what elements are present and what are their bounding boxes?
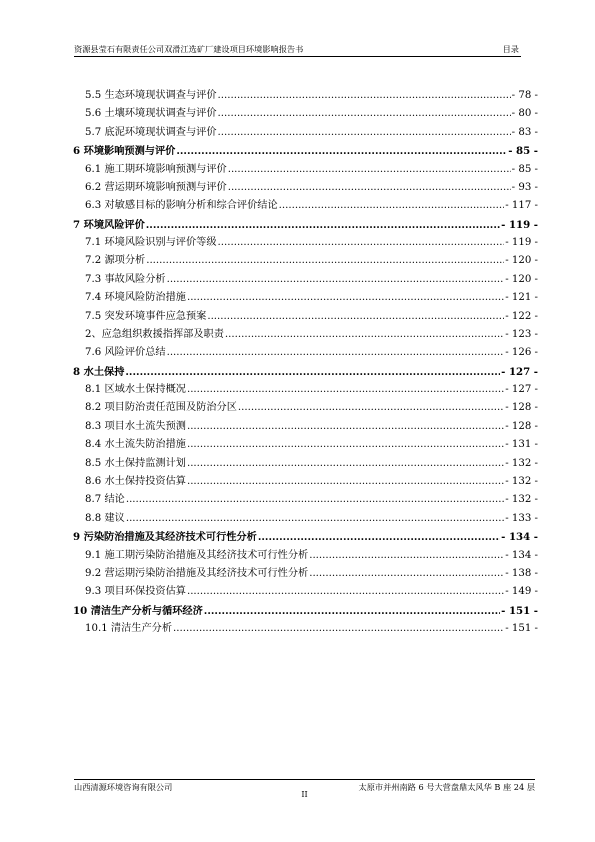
toc-entry[interactable] bbox=[85, 272, 538, 288]
toc-entry-title: 2、应急组织救援指挥部及职责 bbox=[85, 328, 224, 340]
toc-entry-title: 7.1 环境风险识别与评价等级 bbox=[85, 237, 217, 249]
toc-entry-title: 6.3 对敏感目标的影响分析和综合评价结论 bbox=[85, 200, 278, 212]
toc-entry-page: - 151 - bbox=[505, 623, 538, 635]
toc-dot-leader bbox=[218, 125, 511, 141]
toc-dot-leader bbox=[187, 456, 504, 472]
toc-dot-leader bbox=[238, 400, 504, 416]
toc-entry-page: - 117 - bbox=[505, 200, 538, 212]
toc-dot-leader bbox=[225, 327, 504, 343]
toc-dot-leader bbox=[187, 474, 504, 490]
toc-dot-leader bbox=[258, 529, 500, 545]
toc-entry-title: 7.4 环境风险防治措施 bbox=[85, 292, 186, 304]
toc-entry-title: 6.2 营运期环境影响预测与评价 bbox=[85, 181, 227, 193]
toc-entry[interactable] bbox=[85, 456, 538, 472]
header-title: 资源县莹石有限责任公司双滑江选矿厂建设项目环境影响报告书 bbox=[74, 44, 304, 54]
toc-entry[interactable] bbox=[85, 566, 538, 582]
toc-entry-title: 9.2 营运期污染防治措施及其经济技术可行性分析 bbox=[85, 567, 309, 579]
header-section: 目录 bbox=[502, 44, 519, 54]
toc-entry-title: 8.2 项目防治责任范围及防治分区 bbox=[85, 402, 237, 414]
toc-entry-title: 8.3 项目水土流失预测 bbox=[85, 420, 186, 432]
footer-address: 太原市并州南路 6 号大营盘鼎太风华 B 座 24 层 bbox=[358, 782, 535, 792]
toc-entry-page: - 85 - bbox=[508, 145, 538, 158]
toc-entry[interactable] bbox=[85, 198, 538, 214]
toc-entry[interactable] bbox=[85, 235, 538, 251]
toc-entry-page: - 126 - bbox=[505, 347, 538, 359]
toc-entry-title: 5.5 生态环境现状调查与评价 bbox=[85, 90, 217, 101]
toc-dot-leader bbox=[207, 309, 504, 325]
toc-entry-page: - 132 - bbox=[505, 475, 538, 487]
toc-dot-leader bbox=[187, 584, 504, 600]
page-footer bbox=[74, 779, 535, 810]
toc-entry-page: - 121 - bbox=[505, 292, 538, 304]
toc-entry[interactable] bbox=[73, 143, 538, 159]
toc-entry-page: - 149 - bbox=[505, 586, 538, 598]
toc-entry[interactable] bbox=[85, 382, 538, 398]
toc-entry-page: - 132 - bbox=[505, 457, 538, 469]
toc-entry-page: - 128 - bbox=[505, 402, 538, 414]
toc-entry-title: 8.4 水土流失防治措施 bbox=[85, 439, 186, 451]
toc-entry[interactable] bbox=[85, 88, 538, 104]
toc-entry[interactable] bbox=[85, 621, 538, 637]
toc-entry[interactable] bbox=[85, 584, 538, 600]
toc-entry-title: 9 污染防治措施及其经济技术可行性分析 bbox=[73, 531, 257, 544]
toc-entry-title: 10 清洁生产分析与循环经济 bbox=[73, 604, 203, 617]
toc-entry[interactable] bbox=[85, 125, 538, 141]
toc-entry-title: 7.3 事故风险分析 bbox=[85, 273, 166, 285]
toc-entry-page: - 133 - bbox=[505, 512, 538, 524]
toc-entry-title: 8.8 建议 bbox=[85, 512, 125, 524]
toc-entry[interactable] bbox=[73, 217, 538, 233]
toc-entry[interactable] bbox=[85, 253, 538, 269]
toc-dot-leader bbox=[309, 566, 504, 582]
toc-entry-title: 9.3 项目环保投资估算 bbox=[85, 586, 186, 598]
toc-entry[interactable] bbox=[73, 529, 538, 545]
toc-entry-title: 9.1 施工期污染防治措施及其经济技术可行性分析 bbox=[85, 549, 309, 561]
toc-dot-leader bbox=[176, 143, 507, 159]
toc-entry-page: - 83 - bbox=[511, 126, 538, 138]
toc-entry-page: - 138 - bbox=[505, 567, 538, 579]
toc-dot-leader bbox=[204, 603, 500, 619]
toc-entry-page: - 80 - bbox=[511, 108, 538, 120]
toc-dot-leader bbox=[279, 198, 505, 214]
toc-dot-leader bbox=[125, 364, 500, 380]
toc-dot-leader bbox=[228, 162, 511, 178]
page-header bbox=[74, 42, 521, 57]
toc-dot-leader bbox=[187, 382, 504, 398]
toc-dot-leader bbox=[228, 180, 511, 196]
toc-dot-leader bbox=[218, 88, 511, 104]
toc-dot-leader bbox=[167, 345, 505, 361]
toc-entry-title: 7.5 突发环境事件应急预案 bbox=[85, 310, 207, 322]
toc-dot-leader bbox=[218, 106, 511, 122]
toc-entry-page: - 93 - bbox=[511, 181, 538, 193]
toc-entry[interactable] bbox=[85, 474, 538, 490]
toc-entry[interactable] bbox=[73, 364, 538, 380]
toc-dot-leader bbox=[218, 235, 505, 251]
toc-entry-page: - 127 - bbox=[505, 384, 538, 396]
toc-entry-title: 7.2 源项分析 bbox=[85, 255, 146, 267]
toc-entry-page: - 119 - bbox=[505, 237, 538, 249]
toc-dot-leader bbox=[187, 290, 504, 306]
toc-entry[interactable] bbox=[85, 327, 538, 343]
toc-entry[interactable] bbox=[85, 290, 538, 306]
toc-entry-page: - 122 - bbox=[505, 310, 538, 322]
toc-entry[interactable] bbox=[85, 400, 538, 416]
toc-entry-page: - 127 - bbox=[501, 365, 538, 378]
toc-dot-leader bbox=[126, 511, 504, 527]
toc-entry[interactable] bbox=[85, 162, 538, 178]
footer-company: 山西清源环境咨询有限公司 bbox=[74, 782, 173, 792]
toc-dot-leader bbox=[146, 253, 504, 269]
toc-dot-leader bbox=[187, 419, 504, 435]
toc-entry-title: 8.5 水土保持监测计划 bbox=[85, 457, 186, 469]
toc-entry-title: 8.1 区域水土保持概况 bbox=[85, 384, 186, 396]
toc-entry-title: 7 环境风险评价 bbox=[73, 218, 145, 231]
toc-entry[interactable] bbox=[85, 419, 538, 435]
toc-entry-title: 5.6 土壤环境现状调查与评价 bbox=[85, 108, 217, 120]
toc-entry[interactable] bbox=[85, 437, 538, 453]
toc-entry-page: - 123 - bbox=[505, 328, 538, 340]
toc-entry[interactable] bbox=[85, 106, 538, 122]
toc-entry-title: 6 环境影响预测与评价 bbox=[73, 145, 176, 158]
toc-entry-page: - 85 - bbox=[511, 163, 538, 175]
page-number: II bbox=[301, 790, 308, 799]
toc-entry[interactable] bbox=[85, 180, 538, 196]
toc-entry-page: - 134 - bbox=[501, 531, 538, 544]
toc-entry-page: - 120 - bbox=[505, 273, 538, 285]
toc-entry[interactable] bbox=[85, 309, 538, 325]
toc-entry-title: 8 水土保持 bbox=[73, 365, 125, 378]
toc-dot-leader bbox=[309, 548, 504, 564]
toc-entry[interactable] bbox=[85, 492, 538, 508]
toc-entry[interactable] bbox=[85, 345, 538, 361]
toc-dot-leader bbox=[173, 621, 504, 637]
toc-entry-page: - 132 - bbox=[505, 494, 538, 506]
toc-entry-page: - 78 - bbox=[511, 90, 538, 101]
toc-entry[interactable] bbox=[73, 603, 538, 619]
toc-entry-title: 8.6 水土保持投资估算 bbox=[85, 475, 186, 487]
toc-dot-leader bbox=[126, 492, 504, 508]
toc-entry-page: - 151 - bbox=[501, 604, 538, 617]
toc-entry-page: - 119 - bbox=[501, 218, 538, 231]
toc-dot-leader bbox=[146, 217, 500, 233]
toc-entry[interactable] bbox=[85, 511, 538, 527]
toc-entry-title: 10.1 清洁生产分析 bbox=[85, 623, 173, 635]
toc-entry-page: - 120 - bbox=[505, 255, 538, 267]
toc-entry-title: 5.7 底泥环境现状调查与评价 bbox=[85, 126, 217, 138]
toc-entry-title: 8.7 结论 bbox=[85, 494, 125, 506]
toc-entry-page: - 131 - bbox=[505, 439, 538, 451]
toc-entry-title: 6.1 施工期环境影响预测与评价 bbox=[85, 163, 227, 175]
toc-entry-title: 7.6 风险评价总结 bbox=[85, 347, 166, 359]
toc-entry[interactable] bbox=[85, 548, 538, 564]
toc-entry-page: - 134 - bbox=[505, 549, 538, 561]
toc-dot-leader bbox=[167, 272, 505, 288]
toc-dot-leader bbox=[187, 437, 504, 453]
toc-entry-page: - 128 - bbox=[505, 420, 538, 432]
